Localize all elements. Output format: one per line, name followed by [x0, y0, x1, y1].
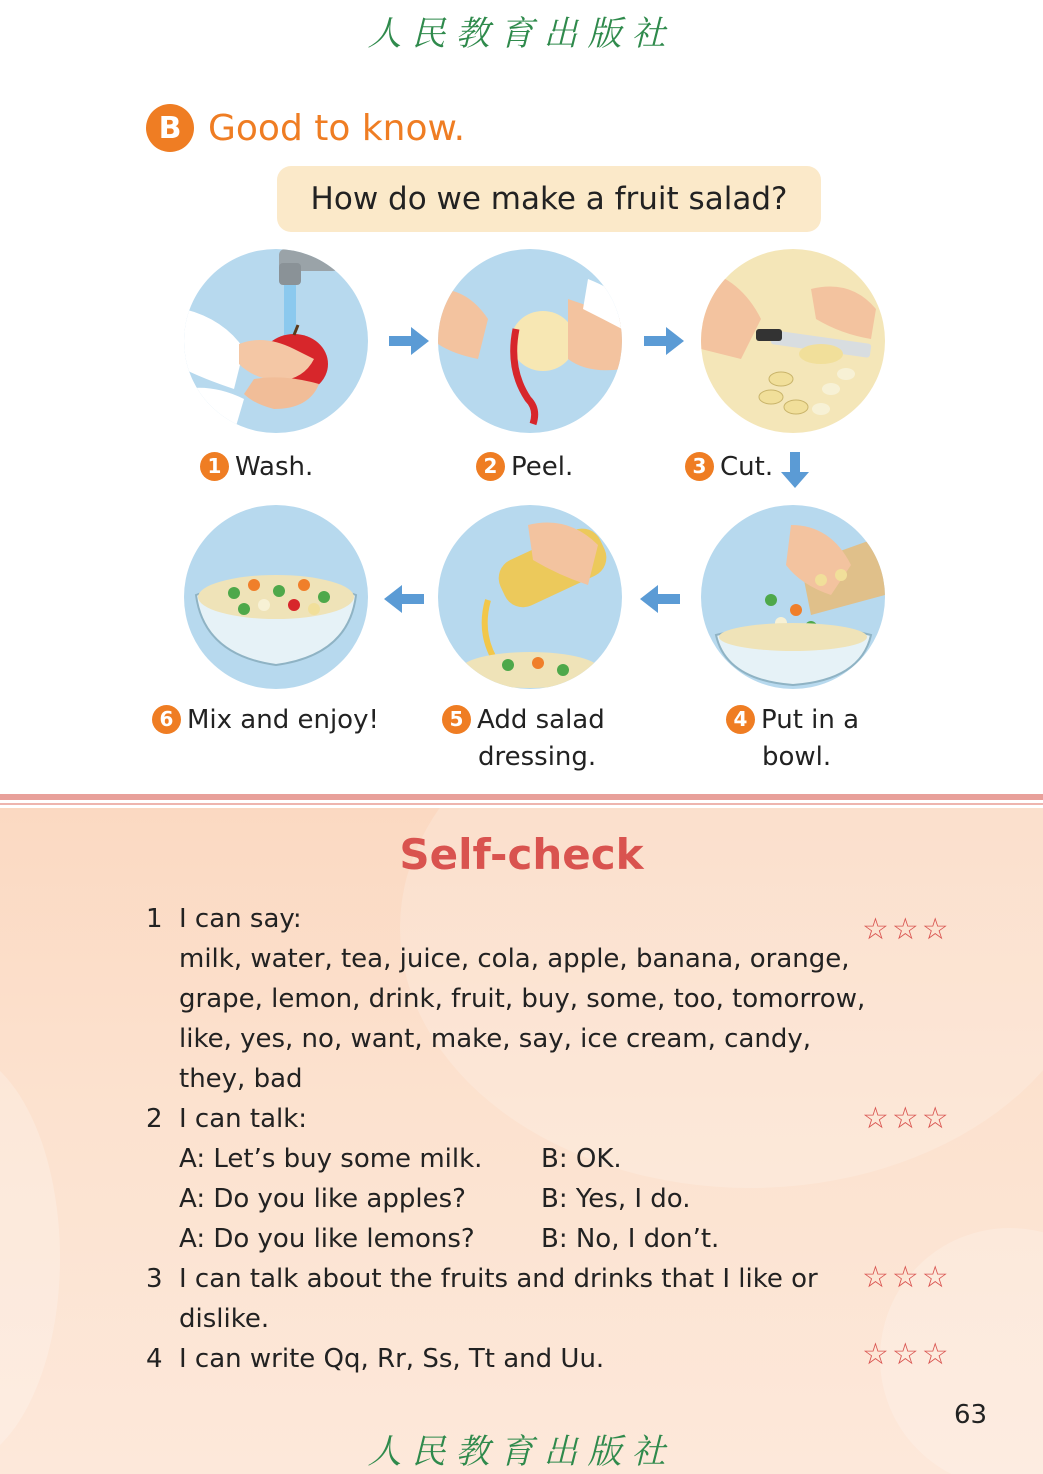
- page-number: 63: [954, 1400, 988, 1430]
- item-1-line: milk, water, tea, juice, cola, apple, banana, orange,: [179, 944, 850, 974]
- step-label-bowl: 4 Put in a bowl.: [726, 702, 859, 776]
- fruit-into-bowl-icon: [701, 505, 885, 689]
- star-rating-icon[interactable]: ☆☆☆: [862, 1260, 952, 1295]
- star-rating-icon[interactable]: ☆☆☆: [862, 1101, 952, 1136]
- dialogue-a: A: Do you like apples?: [179, 1184, 466, 1214]
- dialogue-b: B: OK.: [541, 1144, 622, 1174]
- peeling-apple-icon: [438, 249, 622, 433]
- item-number: 2: [146, 1104, 163, 1134]
- washing-apple-icon: [184, 249, 368, 433]
- arrow-right-icon: [644, 327, 684, 359]
- divider: [0, 803, 1043, 805]
- dialogue-a: A: Do you like lemons?: [179, 1224, 475, 1254]
- item-2-line: I can talk:: [179, 1104, 308, 1134]
- publisher-logo-bottom: 人民教育出版社: [367, 1432, 676, 1472]
- step-label-mix: 6 Mix and enjoy!: [152, 702, 379, 739]
- question-box: How do we make a fruit salad?: [277, 166, 821, 232]
- section-header: [146, 104, 465, 152]
- item-1-line: grape, lemon, drink, fruit, buy, some, too, tomorrow,: [179, 984, 866, 1014]
- publisher-logo-top: 人民教育出版社: [367, 14, 676, 54]
- item-number: 1: [146, 904, 163, 934]
- dialogue-b: B: Yes, I do.: [541, 1184, 691, 1214]
- section-title: Good to know.: [208, 107, 466, 149]
- item-3-line: dislike.: [179, 1304, 270, 1334]
- item-1-line: they, bad: [179, 1064, 303, 1094]
- item-number: 4: [146, 1344, 163, 1374]
- arrow-down-icon: [781, 452, 809, 492]
- step-label-peel: 2 Peel.: [476, 449, 573, 486]
- star-rating-icon[interactable]: ☆☆☆: [862, 912, 952, 947]
- step-label-cut: 3 Cut.: [685, 449, 773, 486]
- section-badge: B: [146, 104, 194, 152]
- star-rating-icon[interactable]: ☆☆☆: [862, 1337, 952, 1372]
- cutting-banana-icon: [701, 249, 885, 433]
- item-1-line: I can say:: [179, 904, 302, 934]
- step-label-dressing: 5 Add salad dressing.: [442, 702, 605, 776]
- self-check-title: Self-check: [399, 830, 644, 879]
- arrow-right-icon: [389, 327, 429, 359]
- salad-bowl-icon: [184, 505, 368, 689]
- arrow-left-icon: [640, 585, 680, 617]
- arrow-left-icon: [384, 585, 424, 617]
- dialogue-b: B: No, I don’t.: [541, 1224, 720, 1254]
- item-4-line: I can write Qq, Rr, Ss, Tt and Uu.: [179, 1344, 605, 1374]
- dialogue-a: A: Let’s buy some milk.: [179, 1144, 483, 1174]
- item-3-line: I can talk about the fruits and drinks that I like or: [179, 1264, 818, 1294]
- pouring-dressing-icon: [438, 505, 622, 689]
- step-label-wash: 1 Wash.: [200, 449, 313, 486]
- item-1-line: like, yes, no, want, make, say, ice cream, candy,: [179, 1024, 812, 1054]
- item-number: 3: [146, 1264, 163, 1294]
- divider: [0, 794, 1043, 800]
